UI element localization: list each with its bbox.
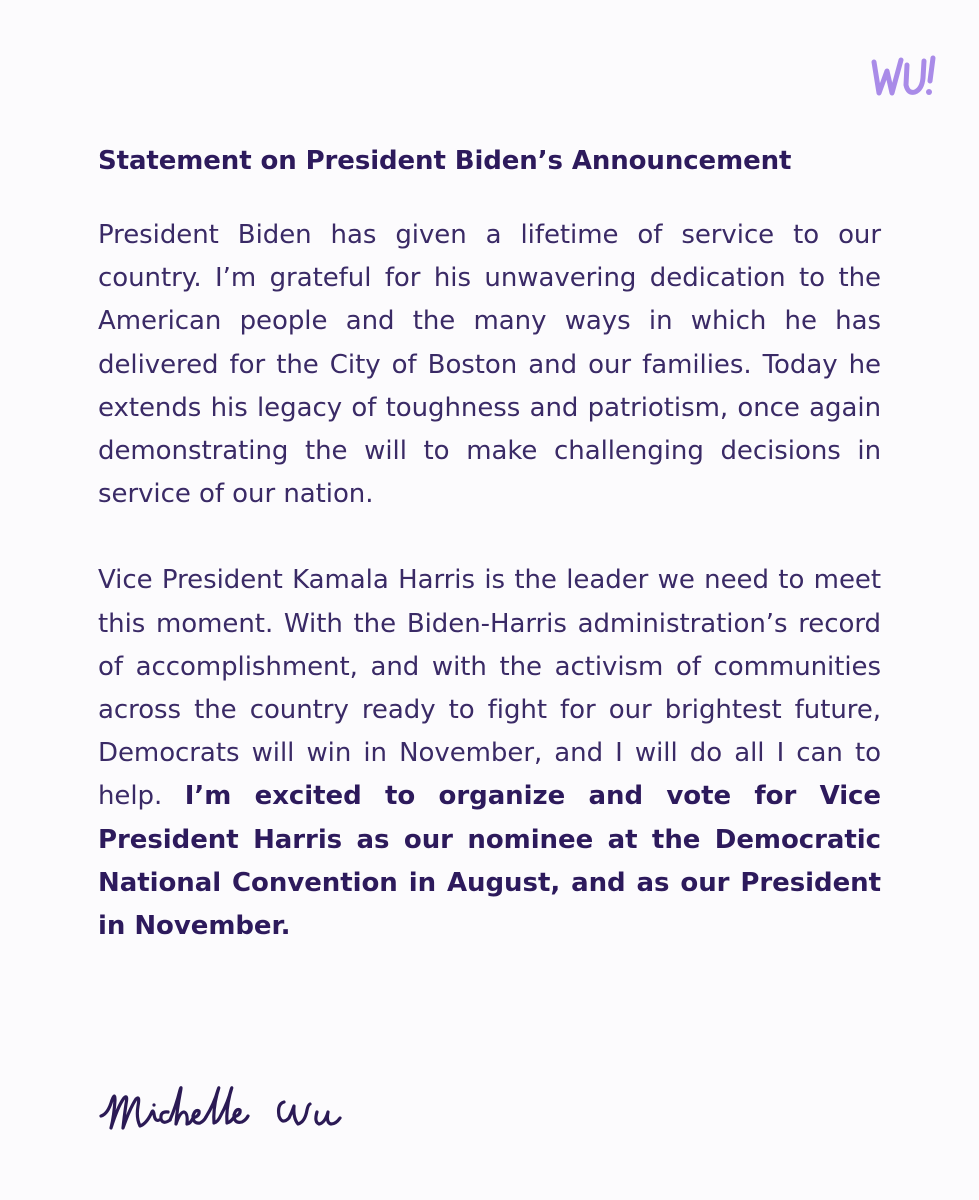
paragraph-2-bold-text: I’m excited to organize and vote for Vice President Harris as our nominee at the Democratic National Convention in August, and as our President in November. [98, 781, 881, 942]
statement-body [98, 138, 881, 948]
signature-icon [96, 1068, 366, 1148]
wu-logo-icon [870, 52, 940, 102]
statement-title: Statement on President Biden’s Announcement [98, 146, 792, 176]
paragraph-2-text: Vice President Kamala Harris is the leader we need to meet this moment. With the Biden-Harris administration’s record of accomplishment, and with the activism of communities across the country ready to fight for our brightest future, Democrats will win in November, and I will do all I can to help. [98, 565, 881, 812]
signature [96, 1068, 366, 1148]
statement-paragraph-2 [98, 559, 881, 948]
statement-paragraph-1: President Biden has given a lifetime of service to our country. I’m grateful for his unwavering dedication to the American people and the many ways in which he has delivered for the City of Boston and our families. Today he extends his legacy of toughness and patriotism, once again demonstrating the will to make challenging decisions in service of our nation. [98, 220, 881, 510]
wu-logo [870, 52, 940, 102]
